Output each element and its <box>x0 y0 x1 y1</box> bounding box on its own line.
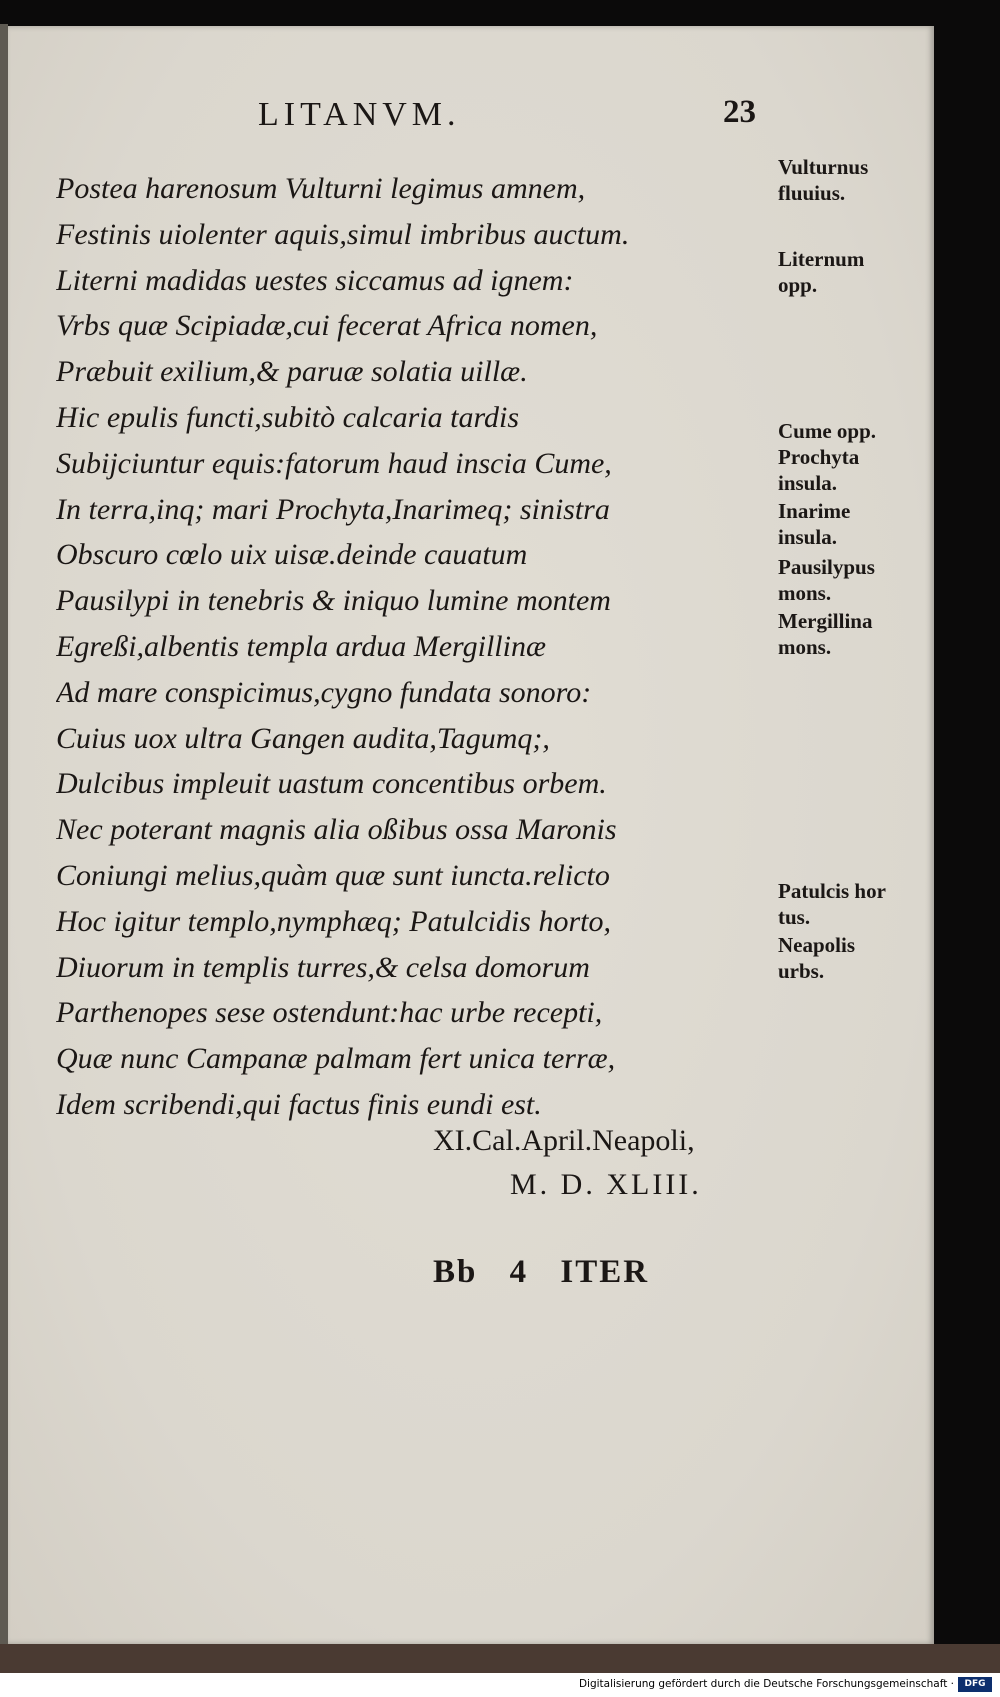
verse-line: Ad mare conspicimus,cygno fundata sonoro: <box>56 675 592 709</box>
verse-line: Postea harenosum Vulturni legimus amnem, <box>56 172 586 205</box>
marginal-note: Patulcis hor tus. <box>778 879 886 929</box>
verse-line: Egreßi,albentis templa ardua Mergillinæ <box>56 629 546 663</box>
verse-line: Præbuit exilium,& paruæ solatia uillæ. <box>56 355 528 389</box>
funding-credit: Digitalisierung gefördert durch die Deutsche Forschungsgemeinschaft · <box>578 1678 954 1690</box>
verse-line: Subijciuntur equis:fatorum haud inscia Cume, <box>56 446 612 480</box>
verse-line: Hic epulis functi,subitò calcaria tardis <box>56 400 520 434</box>
footer-strip <box>0 1673 1000 1697</box>
marginal-note: Pausilypus mons. <box>778 555 875 605</box>
verse-line: Pausilypi in tenebris & iniquo lumine montem <box>56 584 611 618</box>
dateline-place-date: XI.Cal.April.Neapoli, <box>433 1124 695 1157</box>
verse-line: Vrbs quæ Scipiadæ,cui fecerat Africa nomen, <box>56 309 598 343</box>
verse-line: Coniungi melius,quàm quæ sunt iuncta.relicto <box>56 858 610 892</box>
page-number: 23 <box>723 94 756 130</box>
dfg-logo: DFG <box>958 1677 992 1692</box>
verse-line: Festinis uiolenter aquis,simul imbribus auctum. <box>56 217 630 251</box>
verse-line: Idem scribendi,qui factus finis eundi est. <box>56 1087 542 1121</box>
marginal-note: Cume opp. <box>778 419 877 443</box>
marginal-note: Mergillina mons. <box>778 609 873 659</box>
verse-block <box>56 166 728 1128</box>
verse-line: Cuius uox ultra Gangen audita,Tagumq;, <box>56 721 550 755</box>
book-bottom-edge <box>0 1644 1000 1673</box>
marginal-note: Neapolis urbs. <box>778 933 856 983</box>
verse-line: Obscuro cœlo uix uisæ.deinde cauatum <box>56 538 528 572</box>
verse-line: Hoc igitur templo,nymphæq; Patulcidis horto, <box>56 904 611 938</box>
signature-catchword: Bb 4 ITER <box>433 1254 650 1290</box>
verse-line: Diuorum in templis turres,& celsa domorum <box>56 950 590 984</box>
marginal-note: Inarime insula. <box>778 499 851 549</box>
verse-line: Parthenopes sese ostendunt:hac urbe recepti, <box>56 996 603 1030</box>
marginal-note: Prochyta insula. <box>778 445 860 495</box>
verse-line: Literni madidas uestes siccamus ad ignem: <box>56 263 574 297</box>
running-head: LITANVM. <box>258 96 461 133</box>
verse-line: In terra,inq; mari Prochyta,Inarimeq; sinistra <box>56 492 610 526</box>
verse-line: Quæ nunc Campanæ palmam fert unica terræ, <box>56 1042 616 1076</box>
marginal-note: Vulturnus fluuius. <box>778 155 869 205</box>
marginal-note: Liternum opp. <box>778 247 865 297</box>
verse-line: Nec poterant magnis alia oßibus ossa Maronis <box>56 813 617 847</box>
verse-line: Dulcibus impleuit uastum concentibus orbem. <box>56 767 607 801</box>
book-page <box>8 26 934 1644</box>
dateline-year: M. D. XLIII. <box>510 1168 702 1201</box>
book-edge <box>0 24 8 1644</box>
